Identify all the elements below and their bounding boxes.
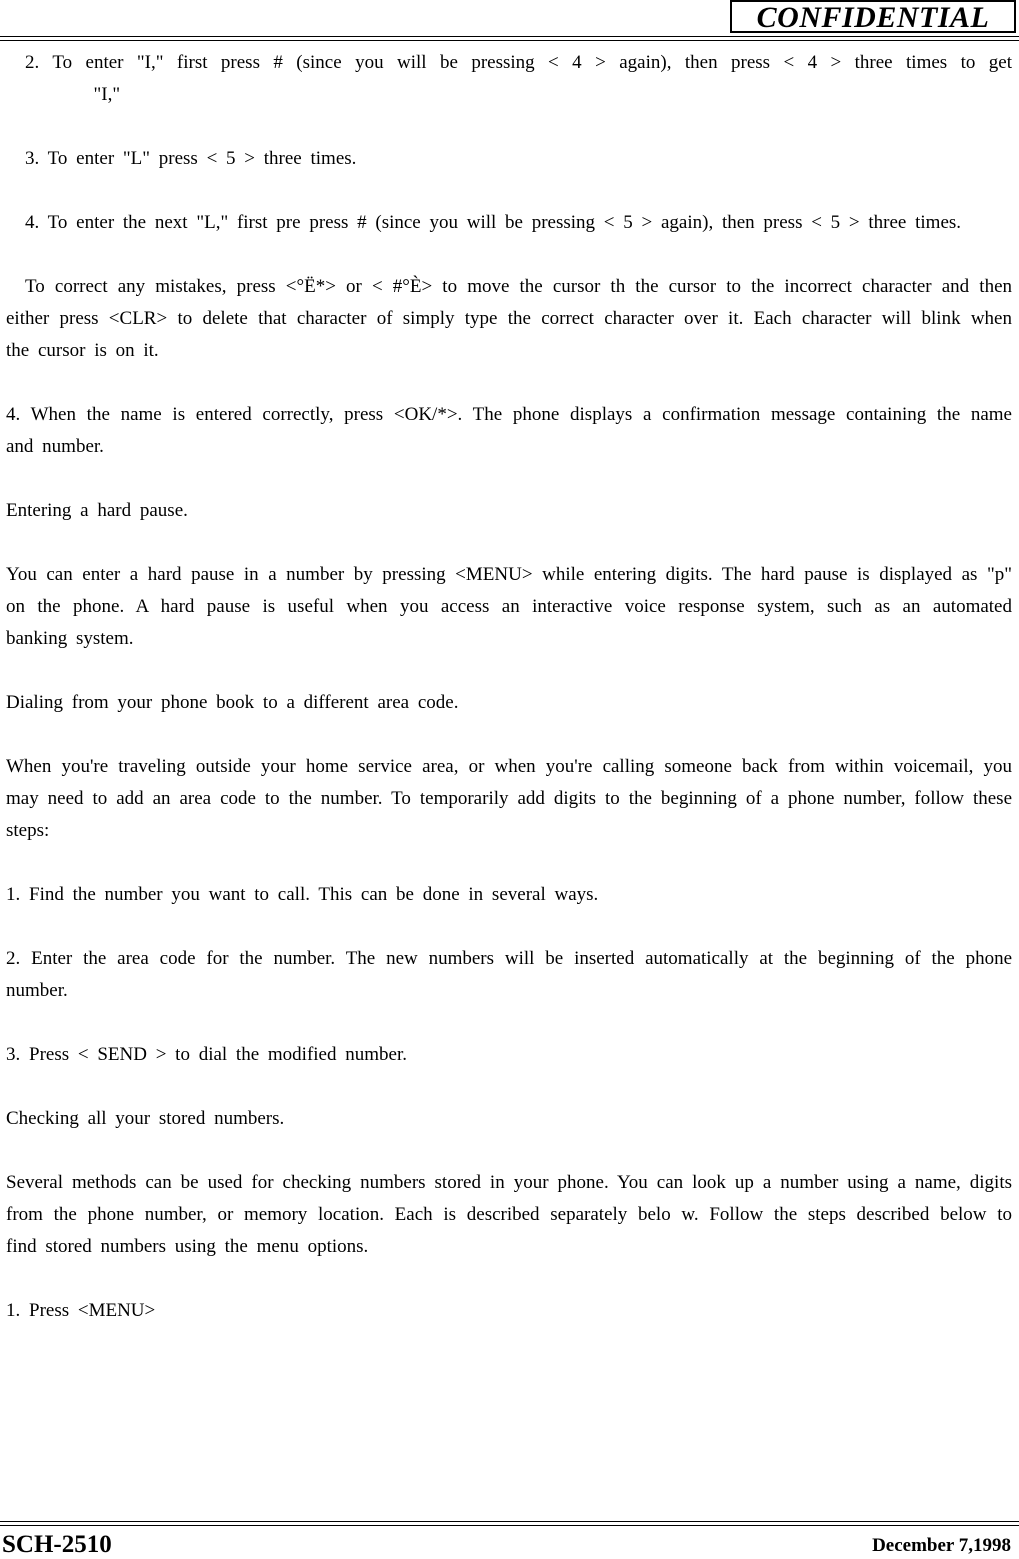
footer-rule bbox=[0, 1521, 1019, 1522]
section-heading-checking-numbers: Checking all your stored numbers. bbox=[6, 1108, 285, 1129]
paragraph-correct-mistakes: To correct any mistakes, press <°Ë*> or < #°È> to move the cursor th the cursor to the incorrect character and then either press <CLR> to delete that character of simply type the correct character over it. Each character will blink when the cursor is on it. bbox=[6, 276, 1012, 361]
paragraph-name-entered: 4. When the name is entered correctly, press <OK/*>. The phone displays a confirmation message containing the name and number. bbox=[6, 404, 1012, 457]
paragraph-press-send: 3. Press < SEND > to dial the modified number. bbox=[6, 1044, 407, 1065]
paragraph-traveling: When you're traveling outside your home service area, or when you're calling someone back from within voicemail, you may need to add an area code to the number. To temporarily add digits to the beginning of a phone number, follow these steps: bbox=[6, 756, 1012, 841]
confidential-badge: CONFIDENTIAL bbox=[730, 0, 1016, 33]
paragraph-press-menu: 1. Press <MENU> bbox=[6, 1300, 156, 1321]
header-rule-secondary bbox=[0, 40, 1019, 41]
paragraph-several-methods: Several methods can be used for checking numbers stored in your phone. You can look up a number using a name, digits from the phone number, or memory location. Each is described separately belo w. Follow the steps described below to find stored numbers using the menu options. bbox=[6, 1172, 1012, 1257]
paragraph-enter-area-code: 2. Enter the area code for the number. The new numbers will be inserted automatically at the beginning of the phone number. bbox=[6, 948, 1012, 1001]
paragraph-find-number: 1. Find the number you want to call. This can be done in several ways. bbox=[6, 884, 599, 905]
footer-rule-secondary bbox=[0, 1525, 1019, 1526]
section-heading-area-code: Dialing from your phone book to a different area code. bbox=[6, 692, 459, 713]
paragraph-step-2-enter-i: 2. To enter "I," first press # (since you will be pressing < 4 > again), then press < 4 > three times to get "I," bbox=[6, 52, 1012, 105]
paragraph-step-4-enter-next-l: 4. To enter the next "L," first pre press # (since you will be pressing < 5 > again), then press < 5 > three times. bbox=[25, 212, 962, 233]
header-rule bbox=[0, 36, 1019, 37]
document-date: December 7,1998 bbox=[872, 1535, 1011, 1556]
document-body bbox=[6, 47, 1012, 1359]
paragraph-step-3-enter-l: 3. To enter "L" press < 5 > three times. bbox=[25, 148, 357, 169]
model-number: SCH-2510 bbox=[2, 1531, 112, 1558]
section-heading-hard-pause: Entering a hard pause. bbox=[6, 500, 188, 521]
paragraph-hard-pause: You can enter a hard pause in a number by pressing <MENU> while entering digits. The hard pause is displayed as "p" on the phone. A hard pause is useful when you access an interactive voice response system, such as an automated banking system. bbox=[6, 564, 1012, 649]
